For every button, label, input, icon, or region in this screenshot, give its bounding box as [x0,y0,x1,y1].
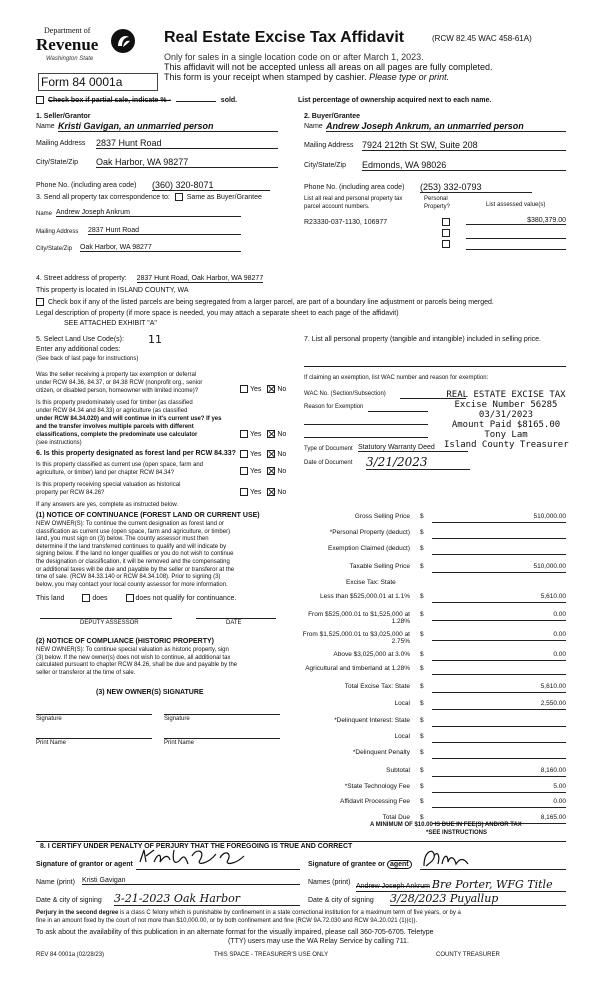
doc-date-label: Date of Document [304,460,353,466]
seller-city-label: City/State/Zip [36,159,79,166]
buyer-name-label: Name [304,123,323,130]
doc-type-label: Type of Document [304,446,353,452]
grantee-agent-name[interactable]: Bre Porter, WFG Title [431,878,553,891]
calc-row-value[interactable] [432,733,566,743]
agent-circled: agent [387,860,412,869]
calc-row-dollar: $ [420,631,424,638]
assessor-date-label: DATE [226,620,242,626]
calc-row-label: Agricultural and timberland at 1.28% [305,665,410,672]
grantor-date-city[interactable]: 3-21-2023 Oak Harbor [114,892,300,906]
calc-row-dollar: $ [420,798,424,805]
same-as-buyer-checkbox[interactable] [175,193,183,201]
calc-row-dollar: $ [420,611,424,618]
minimum-note: A MINIMUM OF $10.00 IS DUE IN FEE(S) AND/OR TAX [370,822,522,828]
calc-row-value[interactable] [432,749,566,759]
q1-line: citizen, or disabled person, homeowner with limited income)? [36,388,199,394]
treasurer-use-only: THIS SPACE - TREASURER'S USE ONLY [214,952,329,958]
header-line3b: Please type or print. [369,72,450,82]
calc-row-value[interactable] [432,717,566,727]
calc-row-label: Taxable Selling Price [349,563,410,570]
seller-name[interactable]: Kristi Gavigan, an unmarried person [58,121,278,132]
q2-line: and the transfer involves multiple parcels with different [36,424,194,430]
revenue-swirl-icon [110,28,136,54]
calc-row-label: Total Due [382,814,410,821]
personal-label-1: Personal [424,196,448,202]
calc-row-dollar: $ [420,563,424,570]
legal-description-label: Legal description of property (if more space is needed, you may attach a separate sheet to each page of the affidavit) [36,310,399,317]
partial-sale-checkbox[interactable] [36,96,44,104]
notice1-heading: (1) NOTICE OF CONTINUANCE (FOREST LAND OR CURRENT USE) [36,512,260,519]
calc-row-label: Exemption Claimed (deduct) [327,545,410,552]
header-line2: This affidavit will not be accepted unless all areas on all pages are fully completed. [164,62,493,72]
personal-label-2: Property? [424,204,451,210]
calc-row-value[interactable]: 5,610.00 [432,683,566,693]
personal-property-checkbox-3[interactable] [442,240,450,248]
land-use-code[interactable]: 11 [148,333,162,346]
q2-no-checkbox[interactable] [267,430,275,438]
header-line3a: This form is your receipt when stamped by cashier. [164,72,367,82]
notice2-body: NEW OWNER(S): To continue special valuation as historic property, sign (3) below. If the new owner(s) does not wish to continue, all additional tax calculated pursuant to chapter RCW 84.26, shall be due and payable by the seller or transferor at the time of sale. [36,647,238,676]
q6c-line: Is this property receiving special valuation as historical [36,482,181,488]
form-statute: (RCW 82.45 WAC 458-61A) [432,34,532,43]
parcel-label-1: List all real and personal property tax [304,196,403,202]
seller-mailing-label: Mailing Address [36,140,86,147]
seller-name-label: Name [36,123,55,130]
buyer-mailing-label: Mailing Address [304,142,354,149]
calc-row-value[interactable]: 5,610.00 [432,593,566,603]
wac-label: WAC No. (Section/Subsection) [304,391,386,397]
print-name-label-2: Print Name [164,740,195,746]
buyer-city-label: City/State/Zip [304,162,347,169]
calc-row-value[interactable]: 8,160.00 [432,767,566,777]
buyer-heading: 2. Buyer/Grantee [304,113,361,120]
seller-city[interactable]: Oak Harbor, WA 98277 [96,157,278,168]
q6c-line: property per RCW 84.26? [36,490,105,496]
calc-row-label: Local [394,733,410,740]
calc-row-value[interactable]: 0.00 [432,631,566,641]
calc-row-dollar: $ [420,814,424,821]
calc-row-value[interactable]: 510,000.00 [432,513,566,523]
calc-row-label: Subtotal [386,767,410,774]
q1-line: Was the seller receiving a property tax exemption or deferral [36,372,197,378]
parcel-number[interactable]: R23330-037-1130, 106977 [304,219,388,226]
q6c-yes-checkbox[interactable] [240,488,248,496]
grantee-names-label: Names (print) [308,879,351,886]
signature-label-1: Signature [36,716,62,722]
perjury-text-2: fine in an amount fixed by the court of not more than $10,000.00, or by both confinement and fine (RCW 9A.72.030 and RCW 9A.20.021 (1)(c)). [36,918,418,924]
doc-type[interactable]: Statutory Warranty Deed [358,444,468,452]
exemption-claim-label: If claiming an exemption, list WAC number and reason for exemption: [304,375,489,381]
calc-row-dollar: $ [420,767,424,774]
q6b-yes-checkbox[interactable] [240,467,248,475]
seller-heading: 1. Seller/Grantor [36,113,91,120]
partial-sale-percent[interactable] [176,101,216,102]
doc-date[interactable]: 3/21/2023 [366,455,470,470]
corr-name[interactable]: Andrew Joseph Ankrum [56,209,241,217]
see-last-page: (See back of last page for instructions) [36,356,139,362]
print-name-label-1: Print Name [36,740,67,746]
grantee-date-label: Date & city of signing [308,897,374,904]
calc-row-dollar: $ [420,733,424,740]
perjury-text-1: is a class C felony which is punishable by confinement in a state correctional institution for a maximum term of five years, or by a [118,910,461,916]
grantee-signature[interactable] [420,846,480,870]
percent-note: List percentage of ownership acquired next to each name. [298,97,492,104]
grantor-print-name[interactable]: Kristi Gavigan [82,877,300,885]
q6a: 6. Is this property designated as forest land per RCW 84.33? [36,450,236,457]
logo-department: Department of [44,26,91,35]
form-number: Form 84 0001a [41,75,123,89]
reason-label: Reason for Exemption [304,404,364,410]
deputy-assessor-label: DEPUTY ASSESSOR [80,620,139,626]
calc-row-value[interactable]: 8,165.00 [432,814,566,824]
calc-row-dollar: $ [420,529,424,536]
logo-state: Washington State [46,56,94,62]
calc-row-label: Above $3,025,000 at 3.0% [333,651,410,658]
buyer-city[interactable]: Edmonds, WA 98026 [362,160,566,171]
exhibit-a: SEE ATTACHED EXHIBIT "A" [64,320,157,327]
calc-row-dollar: $ [420,545,424,552]
revenue-logo [36,26,136,66]
parcel-label-2: parcel account numbers. [304,204,370,210]
buyer-name[interactable]: Andrew Joseph Ankrum, an unmarried person [326,121,566,132]
calc-row-dollar: $ [420,665,424,672]
county-treasurer: COUNTY TREASURER [436,952,500,958]
calc-row-label: From $525,000.01 to $1,525,000 at 1.28% [308,611,410,625]
calc-row-value[interactable] [432,529,566,539]
notice1-body: NEW OWNER(S): To continue the current designation as forest land or classification as current use (open space, farm and agriculture, or timber) land, you must sign on (3) below. The county assessor must then determine if the land transferred continues to qualify and will indicate by signing below. If the land no longer qualifies or you do not wish to continue the designation or classification, it will be removed and the compensating or additional taxes will be due and payable by the seller or transferor at the time of sale. (RCW 84.33.140 or RCW 84.34.108). Prior to signing (3) below, you may contact your local county assessor for more information. [36,521,235,588]
located-in: This property is located in ISLAND COUNTY, WA [36,287,189,294]
additional-codes-label: Enter any additional codes: [36,346,121,353]
street-address[interactable]: 2837 Hunt Road, Oak Harbor, WA 98277 [136,275,264,282]
q1-line: under RCW 84.36, 84.37, or 84.38 RCW (nonprofit org., senior [36,380,203,386]
notice2-heading: (2) NOTICE OF COMPLIANCE (HISTORIC PROPERTY) [36,638,214,645]
segregated-label: Check box if any of the listed parcels are being segregated from a larger parcel, are part of a boundary line adjustment or parcels being merged. [47,298,494,306]
calc-row-label: Affidavit Processing Fee [340,798,410,805]
q6a-yes-checkbox[interactable] [240,450,248,458]
q2-yes-checkbox[interactable] [240,430,248,438]
grantor-name-label: Name (print) [36,879,75,886]
certify-statement: 8. I CERTIFY UNDER PENALTY OF PERJURY THAT THE FOREGOING IS TRUE AND CORRECT [40,843,353,850]
q6b-no-checkbox[interactable] [267,467,275,475]
q1-yes-checkbox[interactable] [240,385,248,393]
header-line1: Only for sales in a single location code on or after March 1, 2023. [164,52,424,62]
partial-sale-label: Check box if partial sale, indicate % - [47,96,171,104]
this-land-label: This land [36,594,65,602]
correspondence-label: 3. Send all property tax correspondence to: [36,193,170,201]
grantee-struck-name: Andrew Joseph Ankrum [356,883,430,890]
calc-row-label: *Delinquent Penalty [352,749,410,756]
calc-row-dollar: $ [420,749,424,756]
grantor-signature-label: Signature of grantor or agent [36,861,133,868]
grantor-date-label: Date & city of signing [36,897,102,904]
any-yes-note: If any answers are yes, complete as instructed below. [36,502,179,508]
q1-no-checkbox[interactable] [267,385,275,393]
calc-row-value[interactable] [432,665,566,675]
calc-row-value[interactable]: 0.00 [432,651,566,661]
calc-row-label: *Delinquent Interest: State [334,717,410,724]
calc-row-label: *Personal Property (deduct) [329,529,410,536]
calc-row-dollar: $ [420,683,424,690]
same-as-buyer-label: Same as Buyer/Grantee [186,193,262,201]
does-not-checkbox[interactable] [126,594,134,602]
calc-row-label: Local [394,700,410,707]
q6c-no-checkbox[interactable] [267,488,275,496]
calc-row-label: Less than $525,000.01 at 1.1% [320,593,410,600]
calc-row-value[interactable]: 0.00 [432,798,566,808]
perjury-heading: Perjury in the second degree [36,910,119,916]
personal-property-checkbox-2[interactable] [442,229,450,237]
seller-phone-label: Phone No. (including area code) [36,182,137,189]
form-revision: REV 84 0001a (02/28/23) [36,952,105,958]
calc-row-label: From $1,525,000.01 to $3,025,000 at 2.75% [302,631,410,645]
q2-line: (see instructions) [36,440,82,446]
q2-line: under RCW 84.34.020) and will continue in it's current use? If yes [36,416,222,422]
grantee-signature-label: Signature of grantee or [308,861,386,868]
does-checkbox[interactable] [82,594,90,602]
q6b-line: Is this property classified as current use (open space, farm and [36,462,204,468]
street-label: 4. Street address of property: [36,275,127,282]
calc-row-dollar: $ [420,783,424,790]
calc-row-label: Excise Tax: State [346,579,396,586]
calc-row-value[interactable]: 5.00 [432,783,566,793]
new-owner-signature-heading: (3) NEW OWNER(S) SIGNATURE [96,689,204,696]
calc-row-label: Total Excise Tax: State [344,683,410,690]
calc-row-label: *State Technology Fee [344,783,410,790]
form-title: Real Estate Excise Tax Affidavit [164,29,405,46]
seller-phone[interactable]: (360) 320-8071 [152,180,270,191]
calc-row-dollar: $ [420,513,424,520]
calc-row-value[interactable] [432,545,566,555]
q6a-no-checkbox[interactable] [267,450,275,458]
calc-row-label: Gross Selling Price [354,513,410,520]
assessed-label: List assessed value(s) [486,202,546,208]
signature-label-2: Signature [164,716,190,722]
logo-revenue: Revenue [36,35,99,54]
calc-row-dollar: $ [420,717,424,724]
alternate-format-note: To ask about the availability of this publication in an alternate format for the visually impaired, please call 360-705-6705. Teletype [36,929,434,936]
grantor-signature[interactable] [136,846,256,870]
q2-line: classifications, complete the predominate use calculator [36,432,198,438]
sold-label: sold. [220,96,238,104]
form-number-box [38,73,158,91]
calc-row-dollar: $ [420,700,424,707]
assessed-value[interactable]: $380,379.00 [466,217,566,225]
grantee-date-city[interactable]: 3/28/2023 Puyallup [390,892,566,906]
q2-line: Is this property predominately used for timber (as classified [36,400,193,406]
q2-line: under RCW 84.34 and 84.33) or agriculture (as classified [36,408,188,414]
personal-property-checkbox-1[interactable] [442,218,450,226]
segregated-checkbox[interactable] [36,298,44,306]
corr-city[interactable]: Oak Harbor, WA 98277 [80,244,241,252]
personal-property-label: 7. List all personal property (tangible and intangible) included in selling price. [304,336,541,343]
buyer-mailing[interactable]: 7924 212th St SW, Suite 208 [362,140,566,151]
land-use-label: 5. Select Land Use Code(s): [36,336,124,343]
calc-row-dollar: $ [420,651,424,658]
q6b-line: agriculture, or timber) land per chapter RCW 84.34? [36,470,175,476]
buyer-phone[interactable]: (253) 332-0793 [420,182,532,193]
treasurer-stamp: REAL ESTATE EXCISE TAX Excise Number 56285 03/31/2023 Amount Paid $8165.00 Tony Lam Island County Treasurer [444,390,569,450]
corr-mailing[interactable]: 2837 Hunt Road [88,227,241,235]
seller-mailing[interactable]: 2837 Hunt Road [96,138,278,149]
calc-row-value[interactable]: 2,550.00 [432,700,566,710]
see-instructions: *SEE INSTRUCTIONS [426,830,488,836]
buyer-phone-label: Phone No. (including area code) [304,184,405,191]
tty-note: (TTY) users may use the WA Relay Service by calling 711. [228,938,409,945]
calc-row-value[interactable]: 0.00 [432,611,566,621]
calc-row-dollar: $ [420,593,424,600]
calc-row-value[interactable]: 510,000.00 [432,563,566,573]
